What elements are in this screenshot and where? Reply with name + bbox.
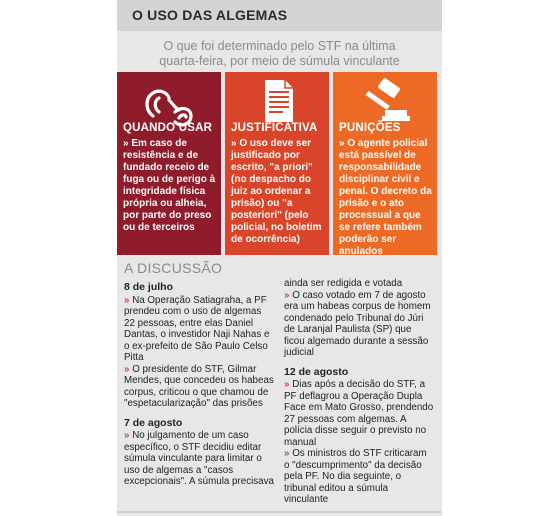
timeline-text: Na Operação Satiagraha, a PF prendeu com o uso de algemas 22 pessoas, entre elas Daniel Dantas, o investidor Naji Nahas e o ex-prefeito de São Paulo Celso Pitta xyxy=(124,294,270,363)
timeline-item xyxy=(284,379,434,448)
card-text-content: O agente policial está passível de responsabilidade disciplinar civil e penal. O decreto da prisão e o ato processual a que se refere também poderão ser anulados xyxy=(339,138,432,257)
discussion-right-column xyxy=(284,278,434,506)
card-justificativa xyxy=(225,72,329,255)
section-title: A DISCUSSÃO xyxy=(124,260,223,276)
timeline-item xyxy=(124,430,274,488)
card-text-content: O uso deve ser justificado por escrito, "a priori" (no despacho do juiz ao ordenar a prisão) ou "a posteriori" (pelo policial, no boletim de ocorrência) xyxy=(231,138,322,245)
arrow-icon: » xyxy=(284,379,290,390)
subtitle-line-1: O que foi determinado pelo STF na última xyxy=(163,39,396,53)
card-text xyxy=(231,138,325,246)
footer-divider xyxy=(117,511,442,513)
arrow-icon: » xyxy=(123,138,129,149)
timeline-text: No julgamento de um caso específico, o STF decidiu editar súmula vinculante para limitar o uso de algemas a "casos excepcionais". A súmula precisava xyxy=(124,430,274,487)
card-heading: QUANDO USAR xyxy=(123,122,213,134)
card-punicoes xyxy=(333,72,437,255)
timeline-text: Os ministros do STF criticaram o "descumprimento" da decisão pela PF. No dia seguinte, o tribunal editou a súmula vinculante xyxy=(284,448,427,505)
card-quando-usar xyxy=(117,72,221,255)
infographic-title: O USO DAS ALGEMAS xyxy=(132,7,288,23)
arrow-icon: » xyxy=(284,289,290,301)
arrow-icon: » xyxy=(339,138,345,149)
card-text xyxy=(339,138,433,258)
card-text xyxy=(123,138,217,234)
timeline-item xyxy=(284,290,434,359)
timeline-item xyxy=(124,295,274,364)
timeline-item xyxy=(124,364,274,410)
timeline-text: Dias após a decisão do STF, a PF deflagrou a Operação Dupla Face em Mato Grosso, prendendo 27 pessoas com algemas. A polícia disse seguir o previsto no manual xyxy=(284,379,434,448)
discussion-left-column xyxy=(124,278,274,488)
date-heading: 7 de agosto xyxy=(124,416,183,429)
date-heading: 12 de agosto xyxy=(284,365,349,378)
timeline-text: O presidente do STF, Gilmar Mendes, que concedeu os habeas corpus, criticou o que chamou de "espetacularização" das prisões xyxy=(124,363,274,409)
arrow-icon: » xyxy=(124,294,130,306)
card-text-content: Em caso de resistência e de fundado receio de fuga ou de perigo à integridade física própria ou alheia, por parte do preso ou de terceiros xyxy=(123,138,216,233)
timeline-item xyxy=(284,448,434,506)
arrow-icon: » xyxy=(124,363,130,375)
date-heading: 8 de julho xyxy=(124,281,174,293)
card-heading: PUNIÇÕES xyxy=(339,122,401,134)
timeline-text: O caso votado em 7 de agosto era um habeas corpus de homem condenado pelo Tribunal do Júri de Laranjal Paulista (SP) que ficou algemado durante a sessão judicial xyxy=(284,289,431,358)
infographic-subtitle xyxy=(117,39,442,69)
arrow-icon: » xyxy=(124,430,130,441)
card-heading: JUSTIFICATIVA xyxy=(231,122,318,134)
subtitle-line-2: quarta-feira, por meio de súmula vinculante xyxy=(159,54,400,68)
arrow-icon: » xyxy=(284,448,290,459)
arrow-icon: » xyxy=(231,138,237,149)
timeline-item: ainda ser redigida e votada xyxy=(284,278,403,289)
